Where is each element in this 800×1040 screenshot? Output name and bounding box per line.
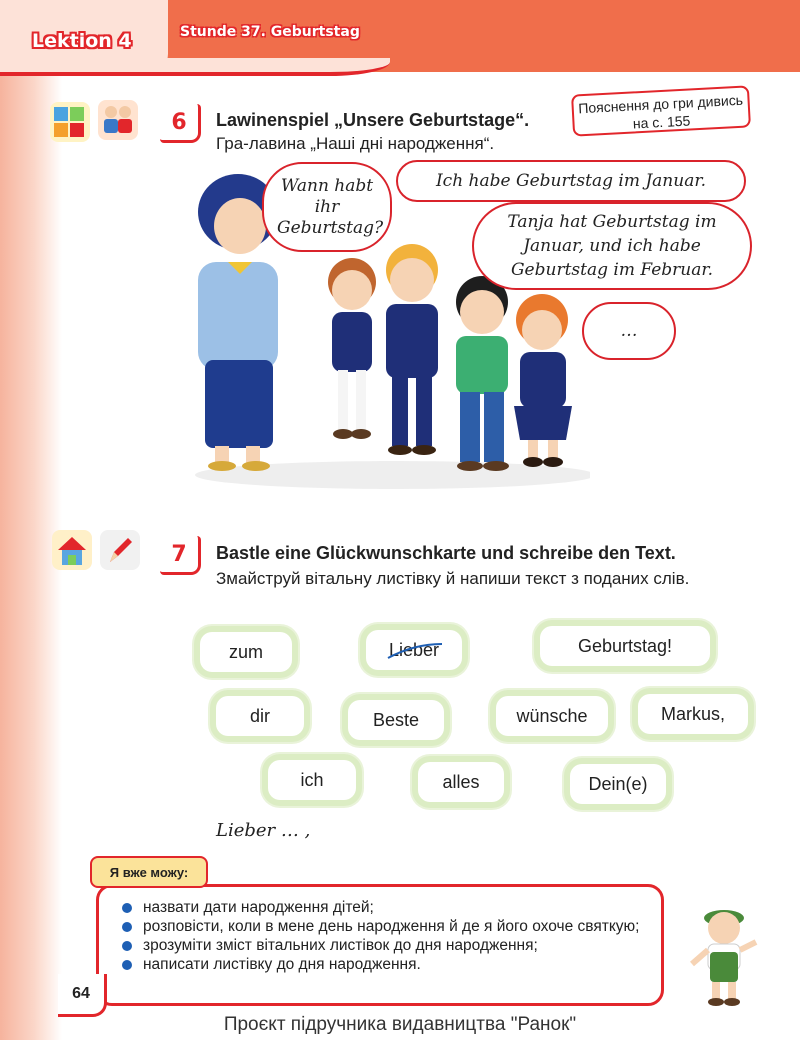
speech-bubble-teacher bbox=[262, 162, 392, 252]
bullet-icon bbox=[122, 903, 132, 913]
word-card-dir: dir bbox=[216, 696, 304, 736]
word-card-zum: zum bbox=[200, 632, 292, 672]
task-6-subtitle: Гра-лавина „Наші дні народження“. bbox=[216, 134, 495, 153]
task-6-number: 6 bbox=[160, 104, 201, 143]
left-margin-strip bbox=[0, 0, 62, 1040]
list-item: розповісти, коли в мене день народження й де я його охоче святкую; bbox=[118, 917, 648, 936]
letter-blocks-icon bbox=[50, 102, 90, 142]
game-hint-note: Пояснення до гри дивись на с. 155 bbox=[571, 85, 751, 136]
speech-bubble-child-1 bbox=[396, 160, 746, 202]
word-card-lieber bbox=[366, 630, 462, 670]
task-6-title: Lawinenspiel „Unsere Geburtstage“. bbox=[216, 110, 530, 130]
bullet-icon bbox=[122, 960, 132, 970]
bullet-icon bbox=[122, 922, 132, 932]
house-letters-icon bbox=[52, 530, 92, 570]
speech-bubble-child-3 bbox=[582, 302, 676, 360]
page-number: 64 bbox=[58, 974, 107, 1017]
bullet-icon bbox=[122, 941, 132, 951]
task-7-number: 7 bbox=[160, 536, 201, 575]
group-work-icon bbox=[98, 100, 138, 140]
speech-bubble-child-1-text: Ich habe Geburtstag im Januar. bbox=[435, 171, 707, 191]
pencil-icon bbox=[100, 530, 140, 570]
word-card-ich: ich bbox=[268, 760, 356, 800]
word-card-wuensche: wünsche bbox=[496, 696, 608, 736]
speech-bubble-child-2-text: Tanja hat Geburtstag im Januar, und ich habe Geburtstag im Februar. bbox=[507, 212, 717, 280]
boy-mascot-illustration bbox=[684, 902, 764, 1010]
lesson-title: Lektion 4 bbox=[32, 30, 132, 52]
word-card-lieber-text: Lieber bbox=[388, 639, 440, 660]
strikethrough-mark bbox=[386, 640, 444, 662]
list-item: назвати дати народження дітей; bbox=[118, 898, 648, 917]
speech-bubble-child-3-text: … bbox=[620, 321, 638, 341]
can-do-label: Я вже можу: bbox=[90, 856, 208, 888]
speech-bubble-teacher-text: Wann habt ihr Geburtstag? bbox=[277, 175, 384, 238]
speech-bubble-child-2 bbox=[472, 202, 752, 290]
lesson-topic: Stunde 37. Geburtstag bbox=[180, 24, 360, 40]
word-card-beste: Beste bbox=[348, 700, 444, 740]
list-item: написати листівку до дня народження. bbox=[118, 955, 648, 974]
word-card-dein: Dein(e) bbox=[570, 764, 666, 804]
word-card-alles: alles bbox=[418, 762, 504, 802]
word-card-markus: Markus, bbox=[638, 694, 748, 734]
task-7-subtitle: Змайструй вітальну листівку й напиши текст з поданих слів. bbox=[216, 569, 690, 588]
task-7-title: Bastle eine Glückwunschkarte und schreibe den Text. bbox=[216, 543, 676, 563]
publisher-footer: Проєкт підручника видавництва "Ранок" bbox=[223, 1014, 577, 1035]
word-card-geburtstag: Geburtstag! bbox=[540, 626, 710, 666]
list-item: зрозуміти зміст вітальних листівок до дня народження; bbox=[118, 936, 648, 955]
answer-start-line: Lieber … , bbox=[216, 820, 311, 841]
can-do-list bbox=[118, 898, 648, 974]
